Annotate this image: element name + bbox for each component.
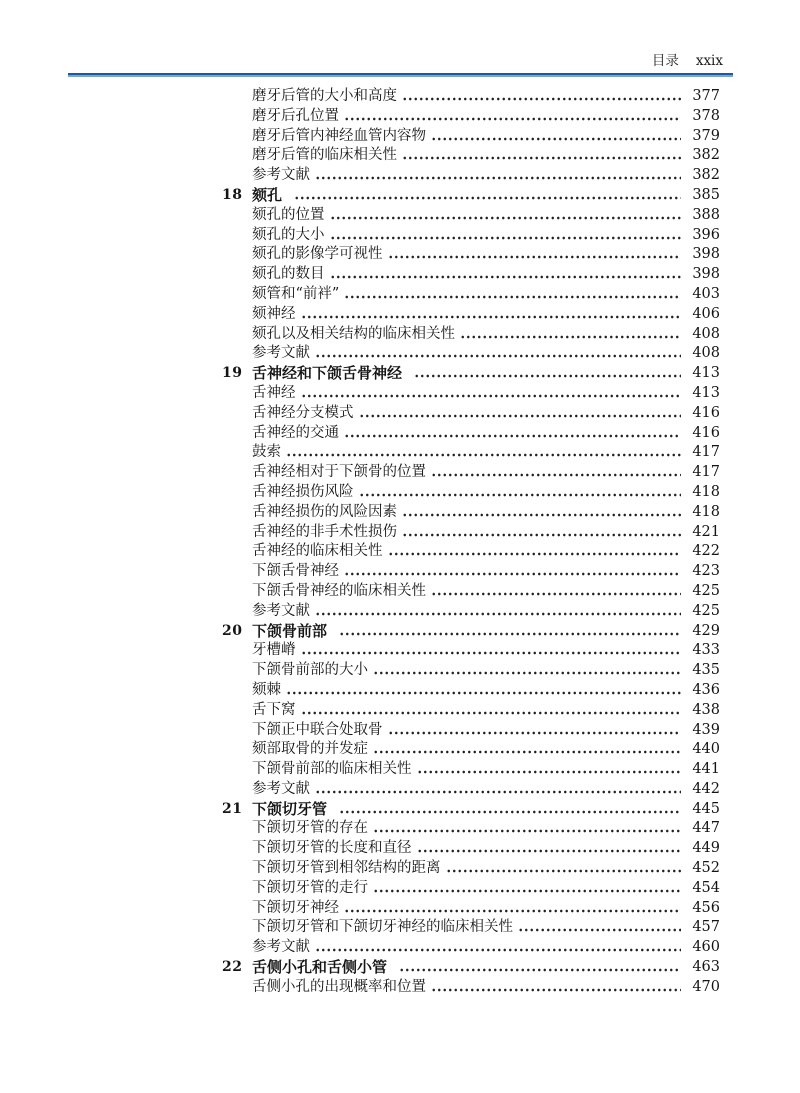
dot-leader <box>398 958 681 978</box>
dot-leader <box>343 285 681 305</box>
toc-entry-title: 下颌切牙管 <box>252 799 328 818</box>
chapter-number <box>222 127 252 147</box>
dot-leader <box>314 166 681 186</box>
toc-entry-title: 下颌切牙管到相邻结构的距离 <box>252 860 441 877</box>
toc-entry-title: 颏孔以及相关结构的临床相关性 <box>252 325 455 342</box>
toc-entry-title: 下颌切牙管的长度和直径 <box>252 840 412 857</box>
toc-entry-page: 423 <box>692 563 720 580</box>
toc-row <box>222 899 720 919</box>
toc-row <box>222 443 720 463</box>
dot-leader <box>343 899 681 919</box>
toc-row <box>222 483 720 503</box>
toc-row <box>222 622 720 642</box>
toc-entry-title: 舌神经分支模式 <box>252 404 354 421</box>
chapter-number <box>222 245 252 265</box>
toc-entry-title: 舌神经的交通 <box>252 424 339 441</box>
toc-entry-title: 颏孔 <box>252 185 283 204</box>
dot-leader <box>358 404 682 424</box>
toc-entry-title: 颏孔的数目 <box>252 266 325 283</box>
toc-entry-title: 参考文献 <box>252 939 310 956</box>
toc-entry-title: 颏棘 <box>252 681 281 698</box>
toc-row <box>222 285 720 305</box>
toc-entry-title: 磨牙后管的大小和高度 <box>252 88 397 104</box>
toc-entry-page: 439 <box>692 721 720 738</box>
toc-row <box>222 978 720 998</box>
toc-entry-title: 舌神经的临床相关性 <box>252 543 383 560</box>
toc-entry-page: 429 <box>692 622 720 639</box>
toc-entry-page: 413 <box>692 384 720 401</box>
chapter-number <box>222 978 252 998</box>
toc-row <box>222 107 720 127</box>
chapter-number <box>222 701 252 721</box>
toc-entry-page: 442 <box>692 780 720 797</box>
dot-leader <box>329 265 682 285</box>
toc-row <box>222 265 720 285</box>
toc-entry-page: 449 <box>692 840 720 857</box>
toc-row <box>222 146 720 166</box>
toc-row <box>222 206 720 226</box>
toc-row <box>222 839 720 859</box>
toc-entry-title: 参考文献 <box>252 780 310 797</box>
dot-leader <box>517 918 681 938</box>
toc-entry-title: 下颌舌骨神经 <box>252 563 339 580</box>
chapter-number <box>222 740 252 760</box>
chapter-number <box>222 344 252 364</box>
dot-leader <box>314 602 681 622</box>
chapter-number <box>222 285 252 305</box>
running-header <box>68 52 723 70</box>
toc-entry-title: 下颌切牙管的走行 <box>252 879 368 896</box>
dot-leader <box>416 760 682 780</box>
toc-entry-page: 433 <box>692 642 720 659</box>
dot-leader <box>343 424 681 444</box>
toc-row <box>222 166 720 186</box>
dot-leader <box>445 859 682 879</box>
toc-entry-page: 416 <box>692 404 720 421</box>
toc-entry-page: 382 <box>692 167 720 184</box>
toc-entry-page: 413 <box>692 365 720 382</box>
chapter-number <box>222 879 252 899</box>
toc-entry-page: 396 <box>692 226 720 243</box>
dot-leader <box>314 938 681 958</box>
dot-leader <box>300 701 682 721</box>
chapter-number <box>222 523 252 543</box>
toc-row <box>222 701 720 721</box>
toc-entry-page: 425 <box>692 582 720 599</box>
chapter-number: 21 <box>222 800 243 817</box>
toc-row <box>222 760 720 780</box>
toc-entry-page: 421 <box>692 523 720 540</box>
dot-leader <box>401 87 681 107</box>
toc-entry-page: 440 <box>692 741 720 758</box>
toc-entry-title: 颏孔的大小 <box>252 226 325 243</box>
dot-leader <box>413 364 681 384</box>
chapter-number <box>222 483 252 503</box>
header-page-number: xxix <box>695 53 723 69</box>
dot-leader <box>430 582 681 602</box>
chapter-number: 22 <box>222 959 243 976</box>
toc-entry-title: 舌神经相对于下颌骨的位置 <box>252 464 426 481</box>
toc-row <box>222 384 720 404</box>
dot-leader <box>401 146 681 166</box>
toc-entry-title: 舌神经和下颌舌骨神经 <box>252 364 403 383</box>
toc-entry-title: 舌侧小孔和舌侧小管 <box>252 958 388 977</box>
chapter-number <box>222 938 252 958</box>
dot-leader <box>387 721 682 741</box>
dot-leader <box>338 800 681 820</box>
dot-leader <box>401 503 681 523</box>
chapter-number <box>222 859 252 879</box>
chapter-number <box>222 305 252 325</box>
chapter-number <box>222 206 252 226</box>
toc-entry-title: 颏神经 <box>252 305 296 322</box>
chapter-number <box>222 384 252 404</box>
toc-row <box>222 740 720 760</box>
toc-entry-page: 418 <box>692 503 720 520</box>
toc-entry-page: 378 <box>692 107 720 124</box>
toc-row <box>222 958 720 978</box>
toc-entry-page: 422 <box>692 543 720 560</box>
toc-entry-title: 下颌骨前部的临床相关性 <box>252 761 412 778</box>
toc-entry-page: 454 <box>692 879 720 896</box>
dot-leader <box>430 463 681 483</box>
toc-row <box>222 305 720 325</box>
dot-leader <box>416 839 682 859</box>
dot-leader <box>338 622 681 642</box>
toc-row <box>222 602 720 622</box>
toc-row <box>222 819 720 839</box>
chapter-number <box>222 265 252 285</box>
dot-leader <box>300 384 682 404</box>
dot-leader <box>329 206 682 226</box>
toc-entry-page: 447 <box>692 820 720 837</box>
chapter-number <box>222 146 252 166</box>
dot-leader <box>358 483 682 503</box>
toc-entry-page: 418 <box>692 483 720 500</box>
toc-entry-page: 408 <box>692 345 720 362</box>
chapter-number <box>222 107 252 127</box>
toc-entry-title: 磨牙后管的临床相关性 <box>252 147 397 164</box>
toc-entry-page: 377 <box>692 88 720 104</box>
toc-row <box>222 503 720 523</box>
toc-entry-page: 436 <box>692 681 720 698</box>
toc-entry-title: 下颌切牙管和下颌切牙神经的临床相关性 <box>252 919 513 936</box>
chapter-number <box>222 226 252 246</box>
dot-leader <box>329 226 682 246</box>
toc-entry-page: 470 <box>692 978 720 995</box>
dot-leader <box>387 245 682 265</box>
toc-entry-title: 下颌骨前部 <box>252 621 328 640</box>
toc-row <box>222 186 720 206</box>
toc-list <box>222 87 720 998</box>
toc-entry-page: 403 <box>692 285 720 302</box>
dot-leader <box>300 305 682 325</box>
toc-entry-title: 舌神经损伤风险 <box>252 483 354 500</box>
toc-row <box>222 245 720 265</box>
chapter-number <box>222 562 252 582</box>
toc-entry-page: 398 <box>692 246 720 263</box>
dot-leader <box>314 344 681 364</box>
dot-leader <box>285 443 681 463</box>
chapter-number <box>222 681 252 701</box>
toc-entry-title: 颏孔的位置 <box>252 206 325 223</box>
toc-row <box>222 542 720 562</box>
toc-entry-title: 颏管和“前袢” <box>252 285 340 302</box>
toc-entry-page: 425 <box>692 602 720 619</box>
dot-leader <box>387 542 682 562</box>
dot-leader <box>314 780 681 800</box>
chapter-number <box>222 325 252 345</box>
toc-entry-page: 452 <box>692 860 720 877</box>
toc-row <box>222 582 720 602</box>
toc-entry-title: 磨牙后孔位置 <box>252 107 339 124</box>
chapter-number <box>222 918 252 938</box>
toc-entry-page: 463 <box>692 959 720 976</box>
header-rule <box>68 73 733 77</box>
toc-entry-title: 下颌切牙神经 <box>252 899 339 916</box>
toc-entry-page: 445 <box>692 800 720 817</box>
dot-leader <box>293 186 681 206</box>
toc-entry-title: 下颌骨前部的大小 <box>252 662 368 679</box>
toc-row <box>222 879 720 899</box>
toc-row <box>222 562 720 582</box>
chapter-number: 18 <box>222 186 243 203</box>
chapter-number: 20 <box>222 622 243 639</box>
toc-row <box>222 641 720 661</box>
chapter-number <box>222 166 252 186</box>
toc-entry-title: 鼓索 <box>252 444 281 461</box>
chapter-number <box>222 443 252 463</box>
toc-entry-page: 388 <box>692 206 720 223</box>
chapter-number <box>222 641 252 661</box>
chapter-number <box>222 582 252 602</box>
toc-entry-page: 379 <box>692 127 720 144</box>
chapter-number <box>222 760 252 780</box>
toc-entry-page: 398 <box>692 266 720 283</box>
dot-leader <box>372 879 681 899</box>
dot-leader <box>343 562 681 582</box>
dot-leader <box>430 127 681 147</box>
chapter-number: 19 <box>222 365 243 382</box>
chapter-number <box>222 819 252 839</box>
toc-row <box>222 523 720 543</box>
toc-row <box>222 661 720 681</box>
toc-entry-title: 下颌舌骨神经的临床相关性 <box>252 582 426 599</box>
chapter-number <box>222 661 252 681</box>
toc-entry-title: 牙槽嵴 <box>252 642 296 659</box>
toc-entry-title: 下颌正中联合处取骨 <box>252 721 383 738</box>
toc-entry-title: 舌神经 <box>252 384 296 401</box>
chapter-number <box>222 542 252 562</box>
toc-row <box>222 87 720 107</box>
chapter-number <box>222 503 252 523</box>
toc-entry-title: 颏部取骨的并发症 <box>252 741 368 758</box>
chapter-number <box>222 602 252 622</box>
toc-entry-page: 460 <box>692 939 720 956</box>
toc-row <box>222 721 720 741</box>
toc-row <box>222 325 720 345</box>
toc-entry-page: 456 <box>692 899 720 916</box>
toc-entry-page: 416 <box>692 424 720 441</box>
toc-entry-page: 382 <box>692 147 720 164</box>
toc-entry-title: 舌神经损伤的风险因素 <box>252 503 397 520</box>
toc-entry-title: 舌侧小孔的出现概率和位置 <box>252 978 426 995</box>
dot-leader <box>300 641 682 661</box>
chapter-number <box>222 899 252 919</box>
toc-entry-title: 舌神经的非手术性损伤 <box>252 523 397 540</box>
toc-entry-page: 435 <box>692 662 720 679</box>
toc-entry-title: 舌下窝 <box>252 701 296 718</box>
dot-leader <box>343 107 681 127</box>
dot-leader <box>430 978 681 998</box>
toc-row <box>222 681 720 701</box>
chapter-number <box>222 404 252 424</box>
toc-entry-page: 406 <box>692 305 720 322</box>
toc-row <box>222 938 720 958</box>
toc-entry-title: 下颌切牙管的存在 <box>252 820 368 837</box>
toc-entry-page: 408 <box>692 325 720 342</box>
chapter-number <box>222 780 252 800</box>
dot-leader <box>401 523 681 543</box>
toc-entry-page: 417 <box>692 464 720 481</box>
header-section-label: 目录 <box>651 53 679 69</box>
toc-entry-page: 441 <box>692 761 720 778</box>
toc-row <box>222 226 720 246</box>
chapter-number <box>222 839 252 859</box>
toc-entry-page: 438 <box>692 701 720 718</box>
dot-leader <box>285 681 681 701</box>
toc-row <box>222 780 720 800</box>
toc-entry-page: 457 <box>692 919 720 936</box>
toc-row <box>222 424 720 444</box>
toc-row <box>222 404 720 424</box>
toc-row <box>222 463 720 483</box>
toc-row <box>222 344 720 364</box>
toc-row <box>222 364 720 384</box>
toc-row <box>222 800 720 820</box>
dot-leader <box>372 661 681 681</box>
toc-row <box>222 859 720 879</box>
toc-row <box>222 918 720 938</box>
toc-entry-page: 385 <box>692 186 720 203</box>
chapter-number <box>222 721 252 741</box>
chapter-number <box>222 463 252 483</box>
toc-entry-title: 参考文献 <box>252 167 310 184</box>
chapter-number <box>222 424 252 444</box>
toc-entry-title: 颏孔的影像学可视性 <box>252 246 383 263</box>
toc-entry-title: 参考文献 <box>252 345 310 362</box>
toc-row <box>222 127 720 147</box>
dot-leader <box>372 819 681 839</box>
toc-entry-title: 参考文献 <box>252 602 310 619</box>
dot-leader <box>372 740 681 760</box>
chapter-number <box>222 87 252 107</box>
toc-entry-title: 磨牙后管内神经血管内容物 <box>252 127 426 144</box>
toc-entry-page: 417 <box>692 444 720 461</box>
dot-leader <box>459 325 681 345</box>
